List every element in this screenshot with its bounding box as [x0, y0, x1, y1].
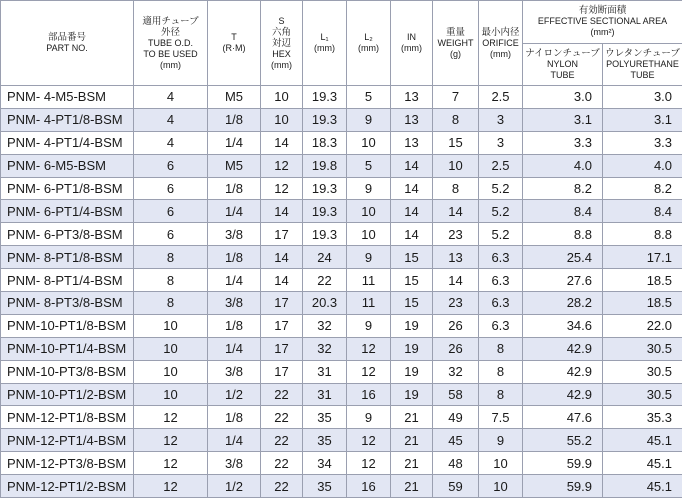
weight-cell: 45 [433, 429, 479, 452]
header-part-no: 部品番号 PART NO. [1, 1, 134, 86]
l2-cell: 11 [347, 269, 391, 292]
l2-cell: 12 [347, 429, 391, 452]
hex-cell: 17 [261, 223, 303, 246]
poly-area-cell: 30.5 [603, 337, 682, 360]
tube-od-cell: 6 [134, 223, 208, 246]
tube-od-cell: 6 [134, 200, 208, 223]
poly-area-cell: 45.1 [603, 452, 682, 475]
poly-area-cell: 45.1 [603, 429, 682, 452]
orifice-cell: 5.2 [479, 177, 523, 200]
in-cell: 15 [391, 292, 433, 315]
part-no-cell: PNM-12-PT1/8-BSM [1, 406, 134, 429]
l1-cell: 35 [303, 429, 347, 452]
orifice-cell: 8 [479, 337, 523, 360]
l2-cell: 10 [347, 131, 391, 154]
table-row [1, 108, 682, 131]
part-no-cell: PNM- 6-M5-BSM [1, 154, 134, 177]
part-no-cell: PNM-10-PT3/8-BSM [1, 360, 134, 383]
hex-cell: 14 [261, 246, 303, 269]
weight-cell: 15 [433, 131, 479, 154]
table-row [1, 337, 682, 360]
hex-cell: 22 [261, 383, 303, 406]
l2-cell: 5 [347, 86, 391, 109]
header-tube-od: 適用チューブ 外径 TUBE O.D. TO BE USED (mm) [134, 1, 208, 86]
hex-cell: 14 [261, 131, 303, 154]
in-cell: 21 [391, 475, 433, 498]
header-l2: L₂ (mm) [347, 1, 391, 86]
table-row [1, 429, 682, 452]
header-polyurethane-tube: ウレタンチューブ POLYURETHANE TUBE [603, 43, 682, 86]
thread-cell: 1/8 [208, 314, 261, 337]
poly-area-cell: 8.2 [603, 177, 682, 200]
table-row [1, 452, 682, 475]
weight-cell: 23 [433, 292, 479, 315]
in-cell: 21 [391, 406, 433, 429]
hex-cell: 17 [261, 292, 303, 315]
part-no-cell: PNM-12-PT1/2-BSM [1, 475, 134, 498]
nylon-area-cell: 42.9 [523, 337, 603, 360]
l1-cell: 32 [303, 314, 347, 337]
thread-cell: 1/2 [208, 383, 261, 406]
nylon-area-cell: 59.9 [523, 452, 603, 475]
thread-cell: 1/4 [208, 429, 261, 452]
table-row [1, 292, 682, 315]
part-no-cell: PNM- 8-PT3/8-BSM [1, 292, 134, 315]
thread-cell: M5 [208, 86, 261, 109]
thread-cell: 3/8 [208, 223, 261, 246]
in-cell: 21 [391, 452, 433, 475]
nylon-area-cell: 3.3 [523, 131, 603, 154]
l2-cell: 12 [347, 337, 391, 360]
hex-cell: 10 [261, 86, 303, 109]
poly-area-cell: 30.5 [603, 360, 682, 383]
nylon-area-cell: 47.6 [523, 406, 603, 429]
l2-cell: 9 [347, 314, 391, 337]
table-row [1, 406, 682, 429]
weight-cell: 59 [433, 475, 479, 498]
orifice-cell: 6.3 [479, 246, 523, 269]
thread-cell: 3/8 [208, 452, 261, 475]
poly-area-cell: 3.3 [603, 131, 682, 154]
l1-cell: 24 [303, 246, 347, 269]
in-cell: 19 [391, 360, 433, 383]
hex-cell: 10 [261, 108, 303, 131]
weight-cell: 49 [433, 406, 479, 429]
poly-area-cell: 8.4 [603, 200, 682, 223]
tube-od-cell: 10 [134, 383, 208, 406]
poly-area-cell: 18.5 [603, 292, 682, 315]
part-no-cell: PNM-10-PT1/2-BSM [1, 383, 134, 406]
thread-cell: M5 [208, 154, 261, 177]
thread-cell: 3/8 [208, 292, 261, 315]
orifice-cell: 8 [479, 360, 523, 383]
poly-area-cell: 18.5 [603, 269, 682, 292]
l1-cell: 19.3 [303, 86, 347, 109]
table-row [1, 475, 682, 498]
poly-area-cell: 8.8 [603, 223, 682, 246]
hex-cell: 22 [261, 429, 303, 452]
thread-cell: 1/4 [208, 200, 261, 223]
nylon-area-cell: 8.4 [523, 200, 603, 223]
header-effective-area: 有効断面積 EFFECTIVE SECTIONAL AREA (mm²) [523, 1, 682, 44]
nylon-area-cell: 4.0 [523, 154, 603, 177]
orifice-cell: 2.5 [479, 154, 523, 177]
part-no-cell: PNM- 4-PT1/8-BSM [1, 108, 134, 131]
tube-od-cell: 8 [134, 292, 208, 315]
part-no-cell: PNM- 8-PT1/8-BSM [1, 246, 134, 269]
in-cell: 19 [391, 383, 433, 406]
tube-od-cell: 4 [134, 108, 208, 131]
l2-cell: 12 [347, 452, 391, 475]
orifice-cell: 6.3 [479, 292, 523, 315]
l1-cell: 19.3 [303, 223, 347, 246]
nylon-area-cell: 42.9 [523, 383, 603, 406]
weight-cell: 8 [433, 108, 479, 131]
thread-cell: 1/4 [208, 337, 261, 360]
table-row [1, 154, 682, 177]
tube-od-cell: 10 [134, 314, 208, 337]
tube-od-cell: 6 [134, 177, 208, 200]
l2-cell: 9 [347, 177, 391, 200]
poly-area-cell: 22.0 [603, 314, 682, 337]
l1-cell: 19.3 [303, 177, 347, 200]
poly-area-cell: 30.5 [603, 383, 682, 406]
l2-cell: 12 [347, 360, 391, 383]
part-no-cell: PNM- 6-PT1/4-BSM [1, 200, 134, 223]
weight-cell: 13 [433, 246, 479, 269]
header-l1: L₁ (mm) [303, 1, 347, 86]
l1-cell: 31 [303, 383, 347, 406]
l1-cell: 22 [303, 269, 347, 292]
tube-od-cell: 8 [134, 246, 208, 269]
header-nylon-tube: ナイロンチューブ NYLON TUBE [523, 43, 603, 86]
hex-cell: 17 [261, 337, 303, 360]
thread-cell: 1/4 [208, 131, 261, 154]
nylon-area-cell: 25.4 [523, 246, 603, 269]
l1-cell: 31 [303, 360, 347, 383]
tube-od-cell: 12 [134, 429, 208, 452]
nylon-area-cell: 27.6 [523, 269, 603, 292]
table-row [1, 360, 682, 383]
thread-cell: 1/4 [208, 269, 261, 292]
part-no-cell: PNM-10-PT1/4-BSM [1, 337, 134, 360]
nylon-area-cell: 8.8 [523, 223, 603, 246]
in-cell: 13 [391, 86, 433, 109]
tube-od-cell: 10 [134, 360, 208, 383]
table-row [1, 131, 682, 154]
thread-cell: 1/8 [208, 108, 261, 131]
in-cell: 14 [391, 154, 433, 177]
part-no-cell: PNM- 6-PT3/8-BSM [1, 223, 134, 246]
nylon-area-cell: 28.2 [523, 292, 603, 315]
weight-cell: 48 [433, 452, 479, 475]
hex-cell: 22 [261, 475, 303, 498]
weight-cell: 26 [433, 314, 479, 337]
thread-cell: 1/8 [208, 246, 261, 269]
in-cell: 13 [391, 108, 433, 131]
l2-cell: 9 [347, 108, 391, 131]
hex-cell: 12 [261, 154, 303, 177]
in-cell: 15 [391, 246, 433, 269]
weight-cell: 14 [433, 200, 479, 223]
header-thread: T (R·M) [208, 1, 261, 86]
l1-cell: 35 [303, 475, 347, 498]
tube-od-cell: 6 [134, 154, 208, 177]
weight-cell: 32 [433, 360, 479, 383]
table-row [1, 383, 682, 406]
header-in: IN (mm) [391, 1, 433, 86]
in-cell: 14 [391, 223, 433, 246]
nylon-area-cell: 3.1 [523, 108, 603, 131]
tube-od-cell: 12 [134, 475, 208, 498]
tube-od-cell: 12 [134, 452, 208, 475]
l1-cell: 19.3 [303, 200, 347, 223]
table-row [1, 177, 682, 200]
l2-cell: 10 [347, 223, 391, 246]
orifice-cell: 3 [479, 131, 523, 154]
nylon-area-cell: 42.9 [523, 360, 603, 383]
weight-cell: 23 [433, 223, 479, 246]
l1-cell: 35 [303, 406, 347, 429]
table-row [1, 200, 682, 223]
hex-cell: 22 [261, 452, 303, 475]
l1-cell: 20.3 [303, 292, 347, 315]
in-cell: 15 [391, 269, 433, 292]
l2-cell: 9 [347, 246, 391, 269]
header-orifice: 最小内径 ORIFICE (mm) [479, 1, 523, 86]
l2-cell: 10 [347, 200, 391, 223]
l1-cell: 18.3 [303, 131, 347, 154]
orifice-cell: 10 [479, 475, 523, 498]
weight-cell: 26 [433, 337, 479, 360]
part-no-cell: PNM- 8-PT1/4-BSM [1, 269, 134, 292]
orifice-cell: 3 [479, 108, 523, 131]
thread-cell: 3/8 [208, 360, 261, 383]
weight-cell: 8 [433, 177, 479, 200]
poly-area-cell: 17.1 [603, 246, 682, 269]
part-no-cell: PNM- 4-PT1/4-BSM [1, 131, 134, 154]
weight-cell: 58 [433, 383, 479, 406]
l1-cell: 34 [303, 452, 347, 475]
nylon-area-cell: 8.2 [523, 177, 603, 200]
orifice-cell: 7.5 [479, 406, 523, 429]
table-body [1, 86, 682, 498]
nylon-area-cell: 59.9 [523, 475, 603, 498]
part-no-cell: PNM- 4-M5-BSM [1, 86, 134, 109]
in-cell: 13 [391, 131, 433, 154]
table-row [1, 314, 682, 337]
orifice-cell: 5.2 [479, 223, 523, 246]
thread-cell: 1/8 [208, 406, 261, 429]
poly-area-cell: 4.0 [603, 154, 682, 177]
orifice-cell: 10 [479, 452, 523, 475]
poly-area-cell: 45.1 [603, 475, 682, 498]
hex-cell: 22 [261, 406, 303, 429]
weight-cell: 14 [433, 269, 479, 292]
header-hex: S 六角 対辺 HEX (mm) [261, 1, 303, 86]
hex-cell: 17 [261, 314, 303, 337]
in-cell: 19 [391, 314, 433, 337]
in-cell: 14 [391, 177, 433, 200]
tube-od-cell: 10 [134, 337, 208, 360]
orifice-cell: 9 [479, 429, 523, 452]
orifice-cell: 6.3 [479, 314, 523, 337]
thread-cell: 1/2 [208, 475, 261, 498]
nylon-area-cell: 55.2 [523, 429, 603, 452]
l2-cell: 16 [347, 383, 391, 406]
table-row [1, 223, 682, 246]
tube-od-cell: 8 [134, 269, 208, 292]
l2-cell: 9 [347, 406, 391, 429]
part-no-cell: PNM- 6-PT1/8-BSM [1, 177, 134, 200]
header-weight: 重量 WEIGHT (g) [433, 1, 479, 86]
table-row [1, 269, 682, 292]
l1-cell: 19.3 [303, 108, 347, 131]
l2-cell: 11 [347, 292, 391, 315]
poly-area-cell: 35.3 [603, 406, 682, 429]
l1-cell: 19.8 [303, 154, 347, 177]
table-row [1, 246, 682, 269]
table-row [1, 86, 682, 109]
tube-od-cell: 12 [134, 406, 208, 429]
hex-cell: 12 [261, 177, 303, 200]
in-cell: 21 [391, 429, 433, 452]
weight-cell: 7 [433, 86, 479, 109]
tube-od-cell: 4 [134, 131, 208, 154]
part-no-cell: PNM-12-PT3/8-BSM [1, 452, 134, 475]
nylon-area-cell: 34.6 [523, 314, 603, 337]
poly-area-cell: 3.0 [603, 86, 682, 109]
in-cell: 19 [391, 337, 433, 360]
poly-area-cell: 3.1 [603, 108, 682, 131]
hex-cell: 14 [261, 200, 303, 223]
l2-cell: 5 [347, 154, 391, 177]
orifice-cell: 6.3 [479, 269, 523, 292]
l2-cell: 16 [347, 475, 391, 498]
weight-cell: 10 [433, 154, 479, 177]
tube-od-cell: 4 [134, 86, 208, 109]
orifice-cell: 8 [479, 383, 523, 406]
in-cell: 14 [391, 200, 433, 223]
l1-cell: 32 [303, 337, 347, 360]
hex-cell: 14 [261, 269, 303, 292]
nylon-area-cell: 3.0 [523, 86, 603, 109]
orifice-cell: 5.2 [479, 200, 523, 223]
thread-cell: 1/8 [208, 177, 261, 200]
part-no-cell: PNM-12-PT1/4-BSM [1, 429, 134, 452]
hex-cell: 17 [261, 360, 303, 383]
orifice-cell: 2.5 [479, 86, 523, 109]
part-no-cell: PNM-10-PT1/8-BSM [1, 314, 134, 337]
